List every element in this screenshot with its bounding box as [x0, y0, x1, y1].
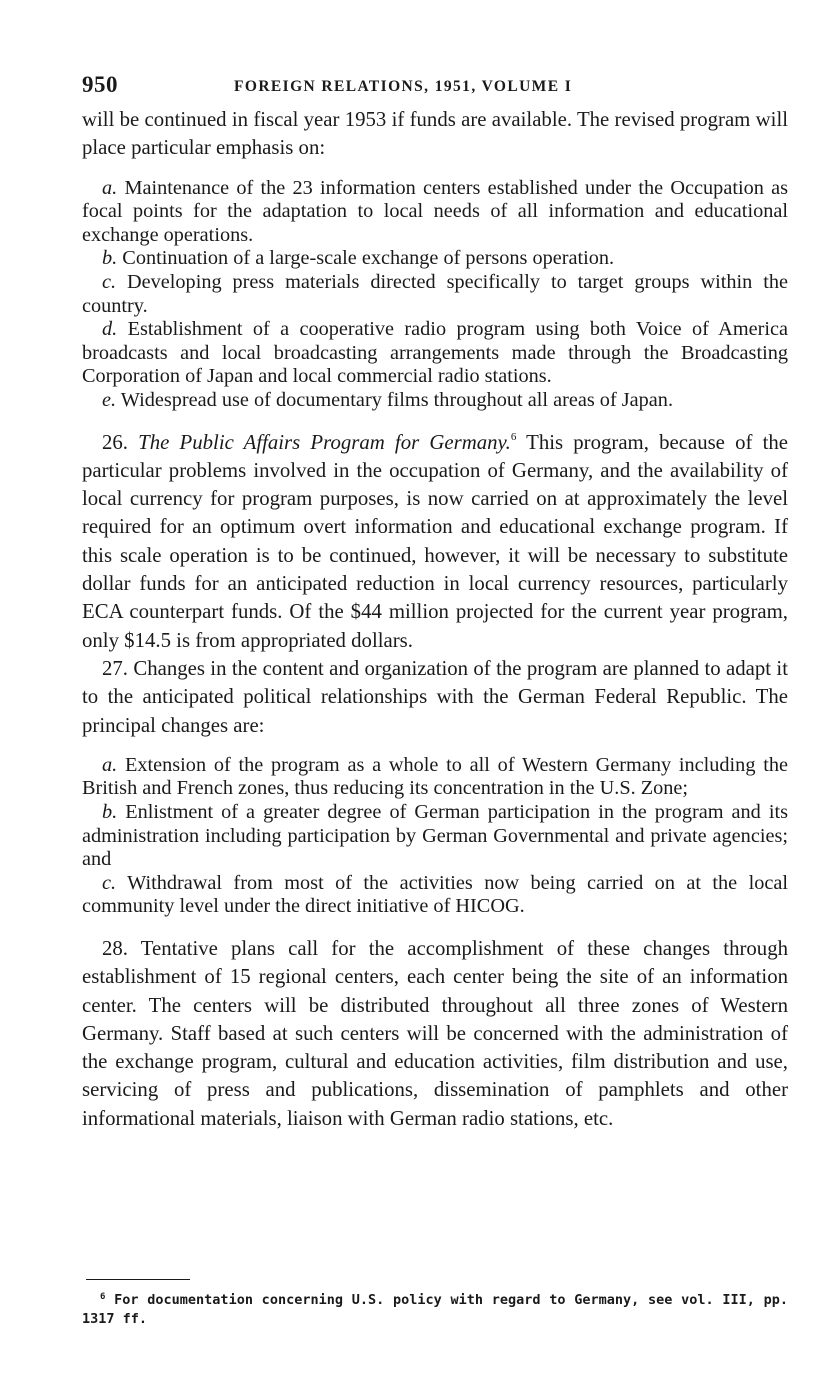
paragraph-27: 27. Changes in the content and organization of the program are planned to adapt it to the anticipated political relationships with the German Federal Republic. The principal changes are: [82, 656, 788, 737]
footnote-reference: 6 [510, 430, 517, 443]
opening-paragraph: will be continued in fiscal year 1953 if funds are available. The revised program will place particular emphasis on: [82, 108, 788, 160]
list-item [82, 318, 788, 389]
list-item-letter: a. [102, 176, 118, 199]
list-item-letter: d. [102, 318, 118, 341]
list-item-text: Withdrawal from most of the activities now being carried on at the local community level under the direct initiative of HICOG. [82, 871, 788, 918]
germany-changes-list [82, 754, 788, 919]
list-item [82, 754, 788, 801]
list-item-text: Developing press materials directed specifically to target groups within the country. [82, 270, 788, 317]
paragraph-28: 28. Tentative plans call for the accomplishment of these changes through establishment of 15 regional centers, each center being the site of an information center. The centers will be distributed throughout all three zones of Western Germany. Staff based at such centers will be concerned with the administration of the exchange program, cultural and education activities, film distribution and use, servicing of press and publications, dissemination of pamphlets and other informational materials, liaison with German radio stations, etc. [82, 936, 788, 1130]
list-item-letter: a. [102, 753, 118, 776]
japan-emphasis-list [82, 177, 788, 413]
running-header [82, 72, 788, 106]
list-item-letter: b. [102, 247, 118, 270]
list-item-text: Widespread use of documentary films throughout all areas of Japan. [116, 388, 674, 411]
list-item-text: Establishment of a cooperative radio program using both Voice of America broadcasts and local broadcasting arrangements made through the Broadcasting Corporation of Japan and local commercial radio stations. [82, 318, 788, 388]
footnote-marker: 6 [100, 1292, 106, 1302]
list-item [82, 177, 788, 248]
footnote [82, 1291, 788, 1329]
list-item-letter: e. [102, 388, 117, 411]
section-heading: The Public Affairs Program for Germany. [138, 430, 511, 454]
list-item [82, 389, 788, 413]
list-item [82, 872, 788, 919]
list-item-text: Continuation of a large-scale exchange of persons operation. [117, 247, 615, 270]
footnote-divider [86, 1279, 190, 1280]
paragraph-number: 26. [102, 430, 139, 454]
paragraph-26 [82, 429, 788, 655]
list-item [82, 247, 788, 271]
list-item-letter: c. [102, 270, 117, 293]
page-number: 950 [82, 72, 118, 97]
list-item-text: Extension of the program as a whole to all of Western Germany including the British and French zones, thus reducing its concentration in the U.S. Zone; [82, 753, 788, 800]
footnote-text: For documentation concerning U.S. policy with regard to Germany, see vol. III, pp. 1317 ff. [82, 1292, 788, 1327]
list-item-text: Enlistment of a greater degree of German participation in the program and its administration including participation by German Governmental and private agencies; and [82, 800, 788, 871]
list-item [82, 271, 788, 318]
list-item-letter: c. [102, 871, 117, 894]
paragraph-text: This program, because of the particular problems involved in the occupation of Germany, and the availability of local currency for program purposes, is now carried on at approximately the level required for an optimum overt information and educational exchange program. If this scale operation is to be continued, however, it will be necessary to substitute dollar funds for an anticipated reduction in local currency resources, particularly ECA counterpart funds. Of the $44 million projected for the current year program, only $14.5 is from appropriated dollars. [82, 430, 788, 652]
list-item-text: Maintenance of the 23 information centers established under the Occupation as focal points for the adaptation to local needs of all information and educational exchange operations. [82, 176, 788, 246]
list-item-letter: b. [102, 800, 118, 823]
running-title: FOREIGN RELATIONS, 1951, VOLUME I [234, 78, 573, 95]
list-item [82, 801, 788, 872]
